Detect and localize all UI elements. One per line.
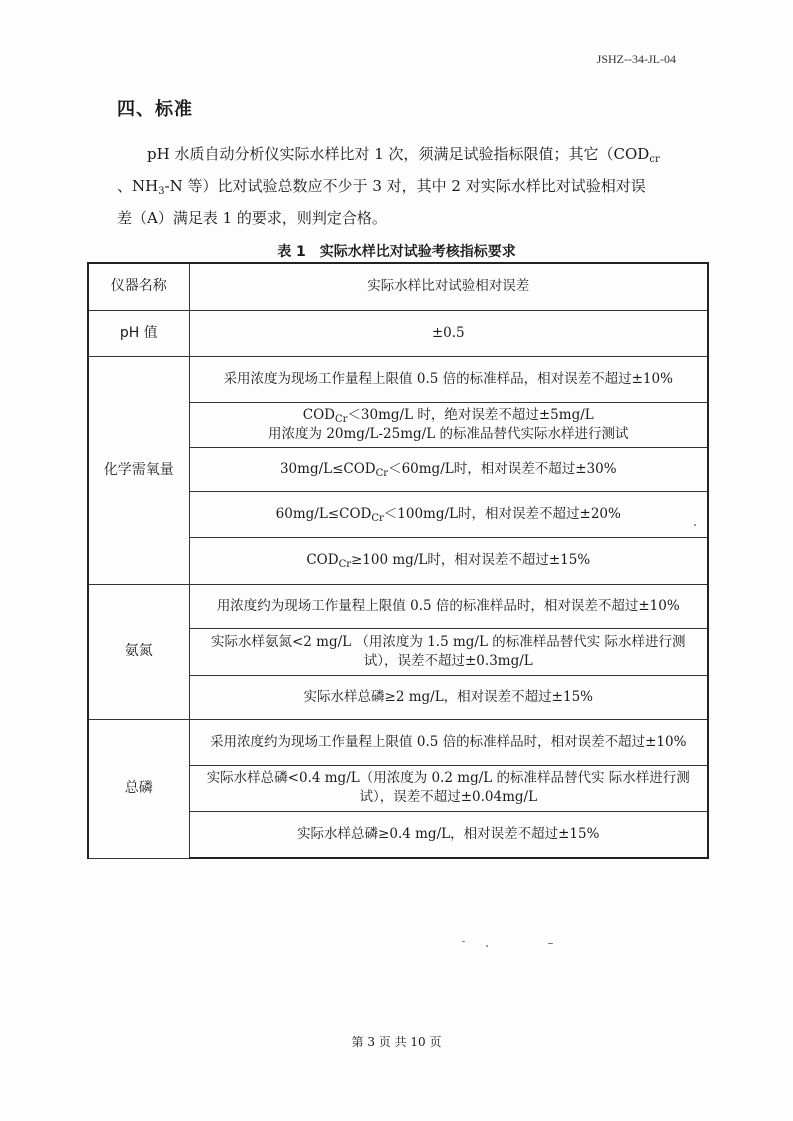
table-caption: 表 1 实际水样比对试验考核指标要求: [277, 244, 516, 260]
table-row-cod-1: [88, 356, 708, 402]
ph-value: ±0.5: [189, 310, 708, 356]
cod-criterion-1: 采用浓度为现场工作量程上限值 0.5 倍的标准样品，相对误差不超过±10%: [189, 356, 708, 402]
page-footer: 第 3 页 共 10 页: [351, 1035, 442, 1049]
cod-criterion-2a: $COD_{Cr}<30mg/L$ 时，绝对误差不超过±5mg/L: [302, 406, 594, 425]
document-code: JSHZ--34-JL-04: [596, 52, 676, 66]
scan-speck: [486, 945, 488, 947]
ammonia-criterion-1: 用浓度约为现场工作量程上限值 0.5 倍的标准样品时，相对误差不超过±10%: [189, 584, 708, 628]
phosphorus-criterion-2: 实际水样总磷<0.4 mg/L（用浓度为 0.2 mg/L 的标准样品替代实 际水样进行测试），误差不超过±0.04mg/L: [189, 765, 708, 811]
header-relative-error: 实际水样比对试验相对误差: [189, 263, 708, 310]
table-row-ammonia-1: [88, 584, 708, 628]
scan-speck: [694, 524, 696, 526]
scan-speck: [548, 943, 553, 944]
scan-speck: [462, 941, 465, 942]
ammonia-criterion-2: 实际水样氨氮<2 mg/L （用浓度为 1.5 mg/L 的标准样品替代实 际水样进行测试），误差不超过±0.3mg/L: [189, 628, 708, 675]
phosphorus-name: 总磷: [88, 719, 189, 858]
ammonia-criterion-3: 实际水样总磷≥2 mg/L，相对误差不超过±15%: [189, 675, 708, 719]
ph-name: pH 值: [88, 310, 189, 356]
cod-criterion-2b: 用浓度为 20mg/L-25mg/L 的标准品替代实际水样进行测试: [268, 425, 629, 442]
cod-criterion-2: [189, 402, 708, 447]
header-instrument-name: 仪器名称: [88, 263, 189, 310]
table-row-ph: [88, 310, 708, 356]
cod-criterion-5: $COD_{Cr}\ge 100$ mg/L时，相对误差不超过±15%: [189, 537, 708, 584]
cod-name: 化学需氧量: [88, 356, 189, 584]
phosphorus-criterion-1: 采用浓度约为现场工作量程上限值 0.5 倍的标准样品时，相对误差不超过±10%: [189, 719, 708, 765]
standard-paragraph: [117, 138, 677, 234]
paragraph-line-3: 差（A）满足表 1 的要求，则判定合格。: [117, 209, 387, 227]
cod-criterion-4: $60mg/L\le COD_{Cr}<100mg/L$时，相对误差不超过±20%: [189, 491, 708, 537]
cod-criterion-3: $30mg/L\le COD_{Cr}<60mg/L$时，相对误差不超过±30%: [189, 447, 708, 491]
ammonia-name: 氨氮: [88, 584, 189, 719]
table-header-row: [88, 263, 708, 310]
assessment-table: [87, 262, 709, 859]
paragraph-line-2: 、$NH_3-N$ 等）比对试验总数应不少于 3 对，其中 2 对实际水样比对试验相对误: [117, 177, 646, 197]
section-title: 四、标准: [117, 99, 193, 120]
table-row-phosphorus-1: [88, 719, 708, 765]
paragraph-line-1: pH 水质自动分析仪实际水样比对 1 次，须满足试验指标限值；其它（$COD_{cr}$: [147, 145, 660, 165]
phosphorus-criterion-3: 实际水样总磷≥0.4 mg/L，相对误差不超过±15%: [189, 811, 708, 858]
